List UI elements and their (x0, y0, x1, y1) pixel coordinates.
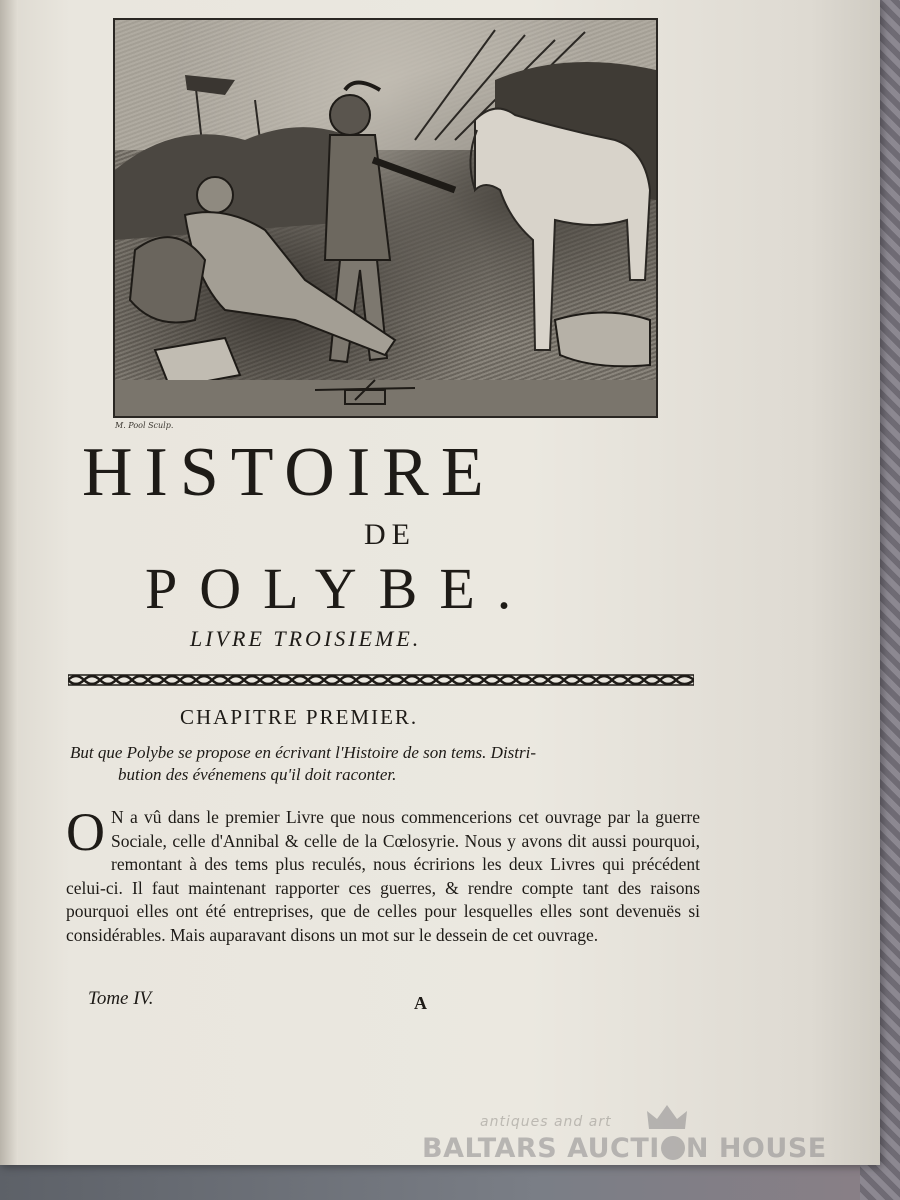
signature-mark: A (414, 993, 427, 1013)
summary-line-2: bution des événemens qu'il doit raconter. (118, 765, 397, 784)
volume-label: Tome IV. (88, 988, 154, 1009)
watermark-name-part1: BALTARS AUCTI (422, 1133, 660, 1164)
title-polybe: POLYBE. (145, 556, 534, 621)
watermark-name (422, 1133, 827, 1164)
engraver-signature: M. Pool Sculp. (115, 421, 174, 430)
title-de: DE (364, 518, 416, 551)
watermark-o-icon (661, 1136, 685, 1160)
crown-icon (645, 1103, 689, 1131)
body-text: N a vû dans le premier Livre que nous commencerions cet ouvrage par la guerre Sociale, celle d'Annibal & celle de la Cœlosyrie. Nous y avons dit aussi pourquoi, remontant à des tems plus reculés, nous écririons les deux Livres qui précédent celui-ci. Il faut maintenant rapporter ces guerres, & rendre compte tant des raisons pourquoi elles ont été entreprises, que de celles pour lesquelles elles sont devenuës si considérables. Mais auparavant disons un mot sur le dessein de cet ouvrage. (66, 807, 700, 945)
chapter-summary (70, 742, 700, 786)
decorative-rule (68, 672, 694, 688)
engraving-illustration (113, 18, 658, 418)
title-histoire: HISTOIRE (82, 434, 496, 511)
book-label: LIVRE TROISIEME. (190, 626, 422, 651)
body-paragraph (66, 802, 700, 947)
drop-cap: O (66, 802, 105, 862)
battle-scene-drawing (115, 20, 656, 416)
chapter-heading: CHAPITRE PREMIER. (180, 705, 419, 729)
page-gutter (0, 0, 18, 1165)
watermark-name-part2: N HOUSE (685, 1133, 827, 1164)
watermark-tagline: antiques and art (480, 1114, 612, 1130)
summary-line-1: But que Polybe se propose en écrivant l'Histoire de son tems. Distri- (70, 743, 537, 762)
